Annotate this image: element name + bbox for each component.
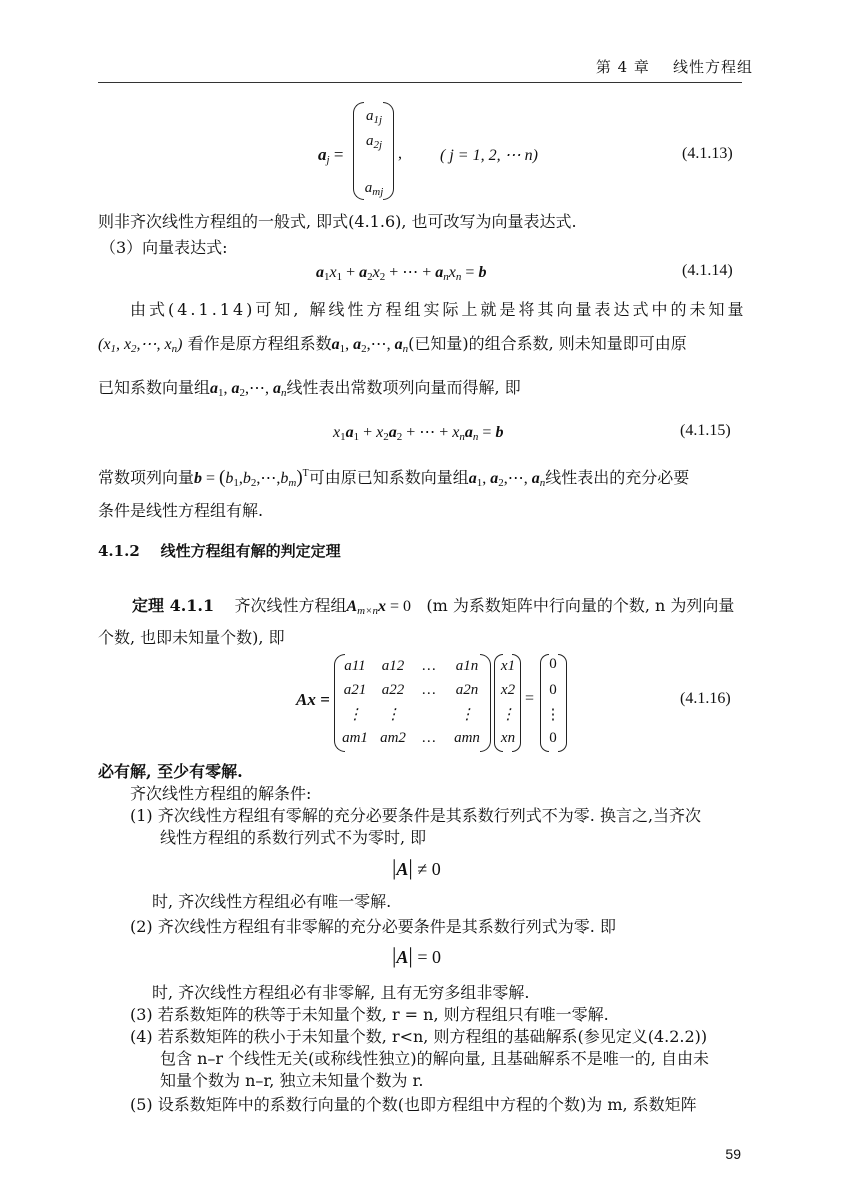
eq15-body: $x_1a_1 + x_2a_2$ + ⋯ + $x_na_n = b$ <box>333 424 504 443</box>
chapter-title: 线性方程组 <box>672 58 753 76</box>
vector-zero-cell: ⋮ <box>545 707 561 723</box>
condition-item-1: (1) 齐次线性方程组有零解的充分必要条件是其系数行列式不为零. 换言之,当齐次 <box>130 806 702 825</box>
condition-item-5: (5) 设系数矩阵中的系数行向量的个数(也即方程组中方程的个数)为 m, 系数矩阵 <box>130 1095 697 1114</box>
formula-det-zero: |A| = 0 <box>392 943 441 968</box>
matrix-a-cell: a21 <box>343 682 367 698</box>
eq13-condition: ( j = 1, 2, ⋯ n) <box>440 147 538 164</box>
text-general-form: 则非齐次线性方程组的一般式, 即式(4.1.6), 也可改写为向量表达式. <box>98 212 577 231</box>
vector-x-cell: x2 <box>500 682 516 698</box>
theorem-line2: 个数, 也即未知量个数), 即 <box>98 628 285 647</box>
eq14-body: $a_1x_1 + a_2x_2$ + ⋯ + $a_nx_n = b$ <box>316 264 487 283</box>
condition-item-2: (2) 齐次线性方程组有非零解的充分必要条件是其系数行列式为零. 即 <box>130 917 616 936</box>
theorem-line1: 定理 4.1.1 齐次线性方程组$A_{m\times n}x = 0$ (m 为系数矩阵中行向量的个数, n 为列向量 <box>132 596 735 617</box>
formula-det-nonzero: |A| ≠ 0 <box>392 855 441 880</box>
matrix-a-cell: a12 <box>381 658 405 674</box>
matrix-a-cell: am2 <box>380 730 406 746</box>
header-rule <box>98 82 742 83</box>
running-header <box>596 56 753 77</box>
eq14-number: (4.1.14) <box>682 262 733 279</box>
matrix-a-cell: am1 <box>342 730 368 746</box>
para2-line2: 条件是线性方程组有解. <box>98 501 264 520</box>
para1-line2: ($x_1$, $x_2,\cdots$, $x_n$) 看作是原方程组系数$a_1$, $a_2,\cdots$, $a_n$(已知量)的组合系数, 则未知量即可由原 <box>98 334 687 355</box>
conditions-title: 齐次线性方程组的解条件: <box>130 784 312 803</box>
eq16-lhs: Ax = <box>296 690 330 709</box>
matrix-a-cell: ⋮ <box>459 707 475 723</box>
condition-item-4-line2: 包含 n–r 个线性无关(或称线性独立)的解向量, 且基础解系不是唯一的, 自由未 <box>160 1049 709 1068</box>
condition-item-4: (4) 若系数矩阵的秩小于未知量个数, r<n, 则方程组的基础解系(参见定义(4.2.2)) <box>130 1027 708 1046</box>
matrix-a-cell: a2n <box>455 682 479 698</box>
section-number: 4.1.2 <box>98 542 140 560</box>
eq13-entry-1: $a_{1j}$ <box>365 108 383 126</box>
eq13-equals: = <box>333 145 344 164</box>
para1-line3: 已知系数向量组$a_1$, $a_2,\cdots$, $a_n$线性表出常数项列向量而得解, 即 <box>98 378 521 399</box>
vector-zero-cell: 0 <box>549 682 557 698</box>
para2-line1: 常数项列向量$b = (b_1,b_2,\cdots,b_m)^T$可由原已知系数向量组$a_1$, $a_2,\cdots$, $a_n$线性表出的充分必要 <box>98 467 690 489</box>
conclusion-text: 必有解, 至少有零解. <box>98 762 243 781</box>
vector-x-cell: ⋮ <box>500 707 516 723</box>
eq13-entry-2: $a_{2j}$ <box>365 133 383 151</box>
condition-item-1-after: 时, 齐次线性方程组必有唯一零解. <box>152 892 392 911</box>
condition-item-1-line2: 线性方程组的系数行列式不为零时, 即 <box>160 828 427 847</box>
matrix-a-cell: … <box>422 658 436 674</box>
vector-x-cell: xn <box>500 730 516 746</box>
para1-line1: 由式(4.1.14)可知, 解线性方程组实际上就是将其向量表达式中的未知量 <box>130 300 747 319</box>
matrix-a-cell: ⋮ <box>385 707 401 723</box>
eq16-number: (4.1.16) <box>680 690 731 707</box>
matrix-a-cell: a22 <box>381 682 405 698</box>
matrix-a-cell: ⋮ <box>347 707 363 723</box>
eq13-lhs-sub: j <box>326 154 330 166</box>
condition-item-4-line3: 知量个数为 n–r, 独立未知量个数为 r. <box>160 1071 424 1090</box>
matrix-a-cell: amn <box>454 730 480 746</box>
page-number: 59 <box>725 1146 741 1162</box>
section-heading <box>98 540 341 561</box>
theorem-label: 定理 4.1.1 <box>132 596 215 615</box>
vector-x-cell: x1 <box>500 658 516 674</box>
eq13-entry-m: $a_{mj}$ <box>364 180 384 198</box>
eq13-lhs: a <box>318 145 327 164</box>
matrix-a-cell: a11 <box>344 658 366 674</box>
chapter-label: 第 4 章 <box>595 58 650 76</box>
vector-zero-cell: 0 <box>549 656 557 672</box>
matrix-a-cell: a1n <box>455 658 479 674</box>
section-title: 线性方程组有解的判定定理 <box>160 542 341 560</box>
eq15-number: (4.1.15) <box>680 422 731 439</box>
vector-zero-cell: 0 <box>549 730 557 746</box>
matrix-a-cell: … <box>422 730 436 746</box>
eq13-number: (4.1.13) <box>682 145 733 162</box>
matrix-a-cell: … <box>422 682 436 698</box>
text-vector-form-heading: （3）向量表达式: <box>100 238 228 257</box>
condition-item-2-after: 时, 齐次线性方程组必有非零解, 且有无穷多组非零解. <box>152 983 530 1002</box>
condition-item-3: (3) 若系数矩阵的秩等于未知量个数, r = n, 则方程组只有唯一零解. <box>130 1005 609 1024</box>
